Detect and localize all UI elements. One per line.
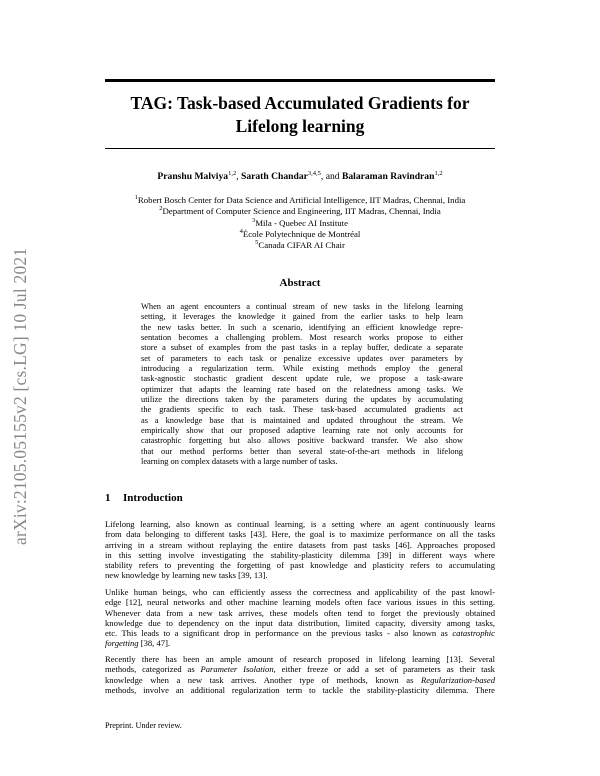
abstract-line: setting, it leverages the knowledge it gained from the earlier tasks to help learn <box>141 312 463 322</box>
paragraph-line: new knowledge by learning new tasks [39, 13]. <box>105 570 268 581</box>
paragraph-line: in this setting involve investigating the stability-plasticity dilemma [39] in different ways where <box>105 549 495 560</box>
affiliation: $^5$Canada CIFAR AI Chair <box>255 239 345 251</box>
paragraph-line: Whenever data from a new task arrives, these models often tend to forget the previously obtained <box>105 607 495 618</box>
abstract-heading: Abstract <box>279 277 321 289</box>
paragraph-line: from data belonging to different tasks [43]. Here, the goal is to maximize performance on all the tasks <box>105 529 495 540</box>
abstract-line: When an agent encounters a continual stream of new tasks in the lifelong learning <box>141 302 463 311</box>
abstract-line: set of parameters to each task or penalize excessive updates over parameters by <box>141 353 463 363</box>
paragraph-line: arriving in a stream without replaying the entire datasets from past tasks [46]. Approaches proposed <box>105 539 495 550</box>
affiliation: $^3$Mila - Quebec AI Institute <box>251 216 349 228</box>
arxiv-side-stamp: arXiv:2105.05155v2 [cs.LG] 10 Jul 2021 <box>10 247 30 545</box>
affiliation: $^1$Robert Bosch Center for Data Science and Artificial Intelligence, IIT Madras, Chennai, India <box>134 194 466 205</box>
author-list <box>105 171 495 182</box>
section-title: Introduction <box>123 492 183 504</box>
affiliation-list <box>105 195 495 251</box>
abstract-line: learning on complex datasets with a large number of tasks. <box>141 457 338 467</box>
paragraph-line: methods, involve an additional regularization term to tackle the stability-plasticity dilemma. There <box>105 684 495 695</box>
emphasis: Regularization-based <box>421 674 495 685</box>
emphasis: catastrophic <box>452 628 495 639</box>
abstract-line: utilize the directions taken by the parameters during the updates by accumulating <box>141 395 463 405</box>
author-name: Pranshu Malviya <box>157 171 229 182</box>
title-top-rule <box>105 79 495 82</box>
abstract-line: introducing a regularization term. While existing methods employ the general <box>141 364 463 374</box>
paragraph-line: methods, categorized as Parameter Isolation, either freeze or add a set of parameters as their task <box>105 664 495 675</box>
paragraph-line: knowledge when a new task arrives. Another type of methods, known as Regularization-based <box>105 674 495 685</box>
paragraph-line: etc. This leads to a significant drop in performance on the previous tasks - also known as catastrophic <box>105 628 495 639</box>
author-name: Balaraman Ravindran <box>341 171 435 182</box>
abstract-line: optimizer that adapts the learning rate based on the relatedness among tasks. We <box>141 384 463 394</box>
emphasis: forgetting <box>105 638 139 649</box>
abstract-line: catastrophic forgetting but also allows positive backward transfer. We also show <box>141 436 463 446</box>
affiliation: $^2$Department of Computer Science and Engineering, IIT Madras, Chennai, India <box>159 205 441 217</box>
title-line: Lifelong learning <box>235 116 365 136</box>
title-line: TAG: Task-based Accumulated Gradients for <box>130 93 470 113</box>
paragraph-line: Recently there has been an ample amount of research proposed in lifelong learning [13]. Several <box>105 654 495 664</box>
abstract-line: the gradients specific to each task. These task-based accumulated gradients act <box>141 405 463 415</box>
affiliation: $^4$École Polytechnique de Montréal <box>239 227 361 239</box>
footer-note: Preprint. Under review. <box>105 721 182 730</box>
author-name: Sarath Chandar <box>240 171 308 182</box>
paper-title <box>105 92 495 138</box>
section-number: 1 <box>105 492 111 504</box>
abstract-line: the new tasks better. In such a scenario, identifying an efficient knowledge repre- <box>141 322 463 332</box>
author-affiliation-mark: 1,2 <box>434 169 443 177</box>
section-heading <box>105 492 183 504</box>
abstract-line: task-agnostic stochastic gradient descent update rule, we propose a task-aware <box>141 374 463 384</box>
abstract-line: sentation becomes a challenging problem. Most research works propose to either <box>141 333 463 343</box>
author-affiliation-mark: 1,2 <box>228 169 237 177</box>
author-separator: , <box>236 171 241 182</box>
paragraph-line: Lifelong learning, also known as continual learning, is a setting where an agent continuously learns <box>105 519 495 529</box>
abstract-line: store a subset of examples from the past tasks in a replay buffer, dedicate a separate <box>141 343 463 353</box>
paragraph-line: Unlike human beings, who can efficiently assess the correctness and applicability of the past knowl- <box>105 587 495 597</box>
abstract-line: as a knowledge base that is maintained and updated throughout the stream. We <box>141 415 463 425</box>
author-affiliation-mark: 3,4,5 <box>307 169 321 177</box>
intro-paragraph-3 <box>105 654 495 695</box>
paragraph-line: edge [12], neural networks and other machine learning models often face various issues in this setting. <box>105 597 495 608</box>
paragraph-line: knowledge due to dependency on the input data distribution, limited capacity, diversity among tasks, <box>105 617 495 628</box>
intro-paragraph-2 <box>105 587 495 649</box>
title-bottom-rule <box>105 148 495 149</box>
paragraph-line: stability refers to preventing the forgetting of past knowledge and plasticity refers to accumulating <box>105 560 495 571</box>
author-separator: , and <box>320 171 342 182</box>
abstract-line: that our method performs better than several state-of-the-art methods in lifelong <box>141 446 463 456</box>
paragraph-line: forgetting [38, 47]. <box>105 638 171 649</box>
emphasis: Parameter Isolation <box>200 664 274 675</box>
abstract-line: empirically show that our proposed adaptive learning rate not only accounts for <box>141 426 463 436</box>
abstract-body <box>141 302 463 468</box>
intro-paragraph-1 <box>105 519 495 581</box>
